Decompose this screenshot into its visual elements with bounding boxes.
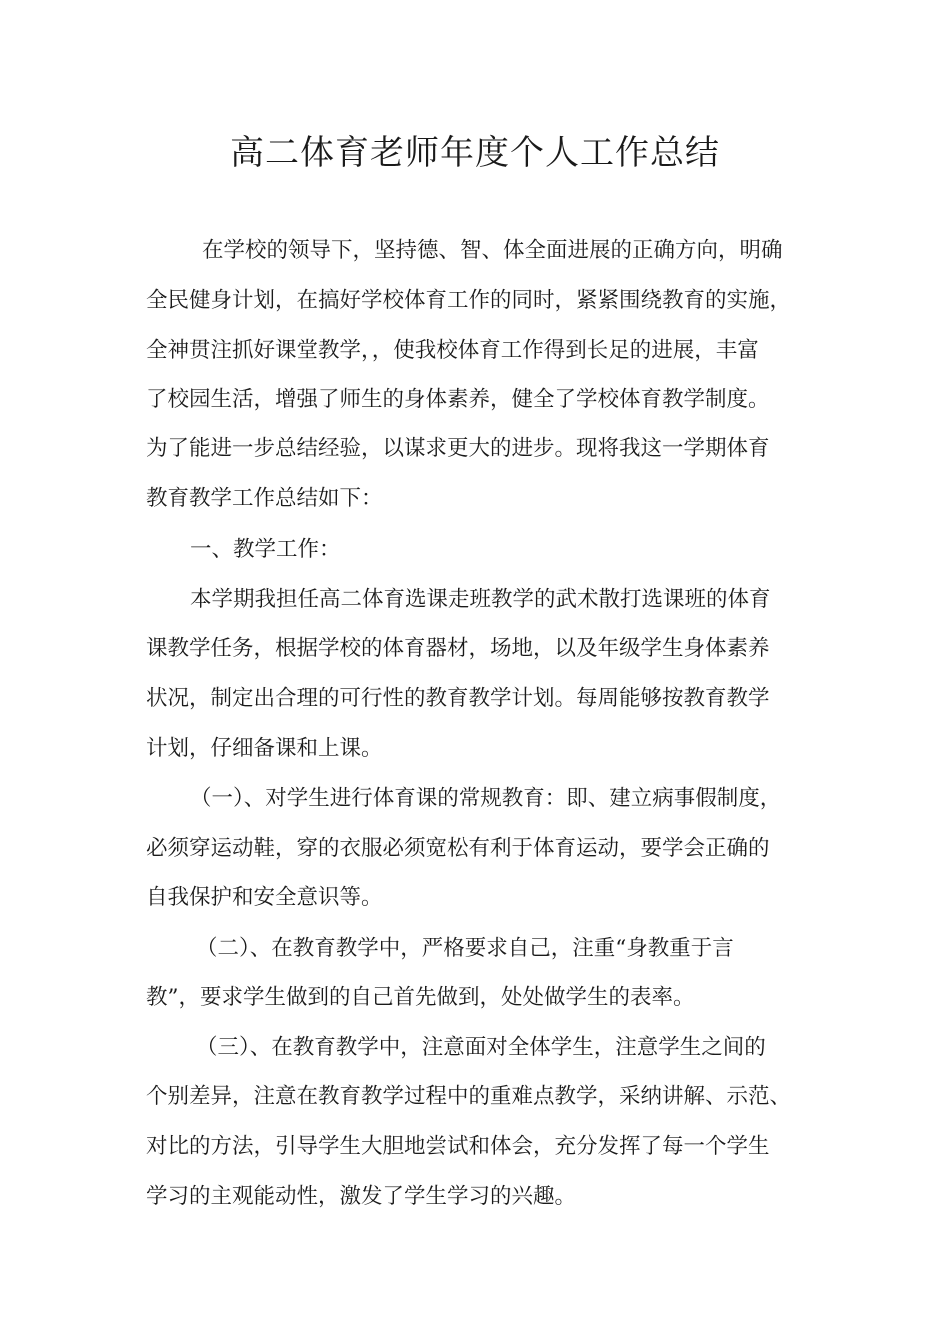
paragraph-line: 在学校的领导下，坚持德、智、体全面进展的正确方向，明确 xyxy=(202,238,783,263)
paragraph-line: 计划，仔细备课和上课。 xyxy=(146,736,383,761)
paragraph-line: 教”，要求学生做到的自己首先做到，处处做学生的表率。 xyxy=(146,985,695,1010)
paragraph-line: （二）、在教育教学中，严格要求自己，注重“身教重于言 xyxy=(196,936,734,961)
document-title: 高二体育老师年度个人工作总结 xyxy=(230,133,720,173)
paragraph-line: 全民健身计划，在搞好学校体育工作的同时，紧紧围绕教育的实施， xyxy=(146,288,792,313)
paragraph-line: （三）、在教育教学中，注意面对全体学生，注意学生之间的 xyxy=(196,1035,766,1060)
paragraph-line: 自我保护和安全意识等。 xyxy=(146,885,383,910)
paragraph-line: 了校园生活，增强了师生的身体素养，健全了学校体育教学制度。 xyxy=(146,387,770,412)
paragraph-line: 本学期我担任高二体育选课走班教学的武术散打选课班的体育 xyxy=(190,587,771,612)
paragraph-line: 全神贯注抓好课堂教学，，使我校体育工作得到长足的进展，丰富 xyxy=(146,338,759,363)
paragraph-line: 个别差异，注意在教育教学过程中的重难点教学，采纳讲解、示范、 xyxy=(146,1084,792,1109)
paragraph-line: 状况，制定出合理的可行性的教育教学计划。每周能够按教育教学 xyxy=(146,686,770,711)
section-heading: 一、教学工作： xyxy=(190,537,341,562)
paragraph-line: 教育教学工作总结如下： xyxy=(146,486,383,511)
paragraph-line: （一）、对学生进行体育课的常规教育：即、建立病事假制度， xyxy=(190,786,782,811)
paragraph-line: 对比的方法，引导学生大胆地尝试和体会，充分发挥了每一个学生 xyxy=(146,1134,770,1159)
paragraph-line: 必须穿运动鞋，穿的衣服必须宽松有利于体育运动，要学会正确的 xyxy=(146,836,770,861)
paragraph-line: 课教学任务，根据学校的体育器材，场地，以及年级学生身体素养 xyxy=(146,636,770,661)
paragraph-line: 学习的主观能动性，激发了学生学习的兴趣。 xyxy=(146,1184,577,1209)
paragraph-line: 为了能进一步总结经验，以谋求更大的进步。现将我这一学期体育 xyxy=(146,436,770,461)
